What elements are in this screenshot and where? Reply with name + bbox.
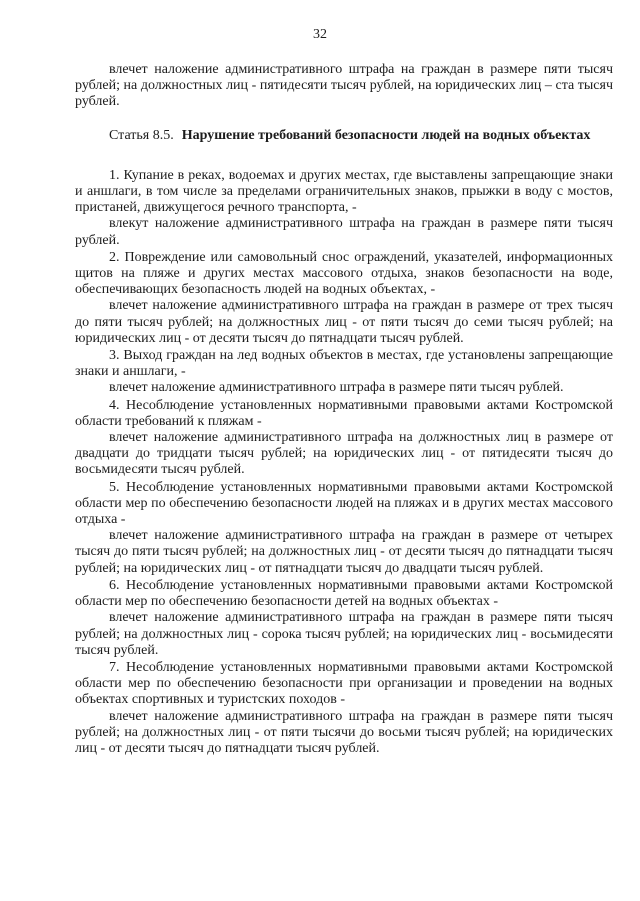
clause-6-penalty: влечет наложение административного штрафа на граждан в размере пяти тысяч рублей; на должностных лиц - сорока тысяч рублей; на юридических лиц - восьмидесяти тысяч рублей. [75,610,613,658]
clause-3-penalty: влечет наложение административного штрафа в размере пяти тысяч рублей. [109,380,564,396]
clause-2-penalty: влечет наложение административного штрафа на граждан в размере от трех тысяч до пяти тысяч рублей; на должностных лиц - от пяти тысяч до семи тысяч рублей; на юридических лиц - от десяти тысяч до пятнадцати тысяч рублей. [75,298,613,346]
article-title: Нарушение требований безопасности людей на водных объектах [181,127,591,143]
clause-6-text: 6. Несоблюдение установленных нормативными правовыми актами Костромской области мер по обеспечению безопасности детей на водных объектах - [75,577,613,610]
clause-7-penalty: влечет наложение административного штрафа на граждан в размере пяти тысяч рублей; на должностных лиц - от пяти тысячи до восьми тысяч рублей; на юридических лиц - от десяти тысяч до пятнадцати тысяч рублей. [75,708,613,756]
clause-5-penalty: влечет наложение административного штрафа на граждан в размере от четырех тысяч до пяти тысяч рублей; на должностных лиц - от десяти тысяч до пятнадцати тысяч рублей; на юридических лиц - от пятнадцати тысяч до двадцати тысяч рублей. [75,528,613,576]
clause-2-text: 2. Повреждение или самовольный снос ограждений, указателей, информационных щитов на пляже и других местах массового отдыха, знаков безопасности на воде, обеспечивающих безопасность людей на водных объектах, - [75,249,613,298]
clause-5-text: 5. Несоблюдение установленных нормативными правовыми актами Костромской области мер по обеспечению безопасности людей на пляжах и в других местах массового отдыха - [75,479,613,528]
clause-1-penalty: влекут наложение административного штрафа на граждан в размере пяти тысяч рублей. [75,216,613,248]
clause-3-text: 3. Выход граждан на лед водных объектов в местах, где установлены запрещающие знаки и аншлаги, - [75,348,613,380]
clause-1-text: 1. Купание в реках, водоемах и других местах, где выставлены запрещающие знаки и аншлаги, в том числе за пределами ограничительных знаков, прыжки в воду с мостов, пристаней, движущегося речного транспорта, - [75,167,613,216]
clause-4-penalty: влечет наложение административного штрафа на должностных лиц в размере от двадцати до тридцати тысяч рублей; на юридических лиц - от пятидесяти тысяч до восьмидесяти тысяч рублей. [75,430,613,478]
article-heading [75,128,613,144]
document-body [75,62,613,757]
clause-4-text: 4. Несоблюдение установленных нормативными правовыми актами Костромской области требований к пляжам - [75,397,613,429]
clause-7-text: 7. Несоблюдение установленных нормативными правовыми актами Костромской области мер по обеспечению безопасности при организации и проведении на водных объектах спортивных и туристских походов - [75,659,613,708]
intro-paragraph: влечет наложение административного штрафа на граждан в размере пяти тысяч рублей; на должностных лиц - пятидесяти тысяч рублей, на юридических лиц – ста тысяч рублей. [75,62,613,110]
page-number: 32 [313,27,327,42]
article-label: Статья 8.5. [109,127,174,143]
